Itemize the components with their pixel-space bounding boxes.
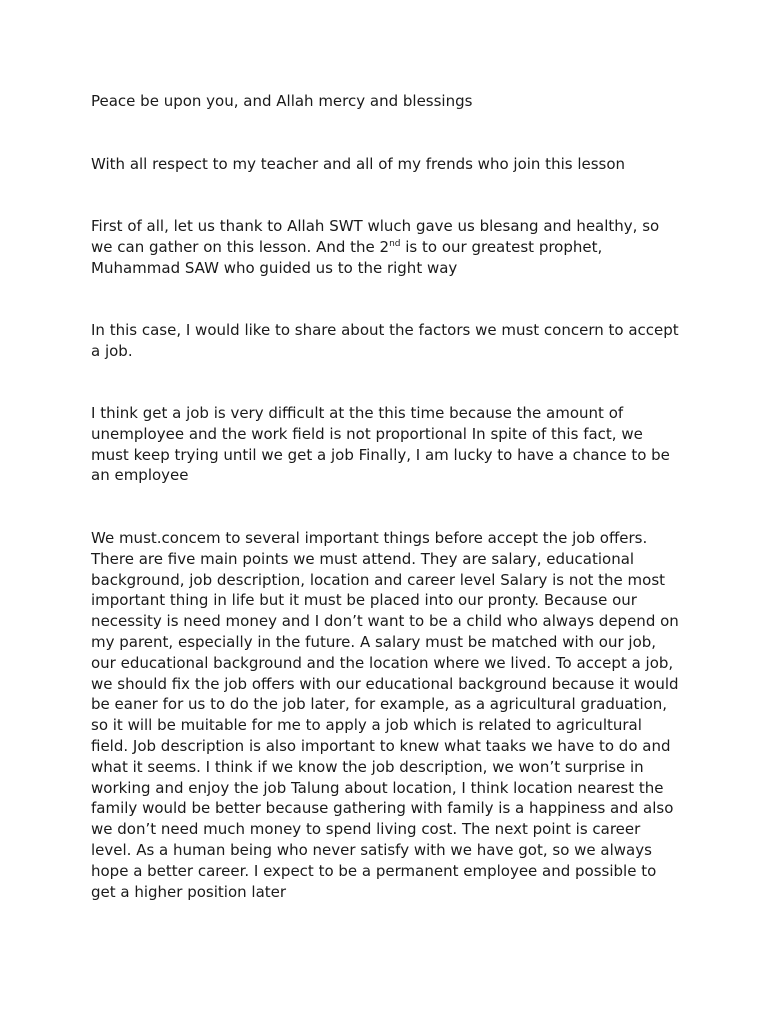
thanks-text-end: is to our greatest prophet, Muhammad SAW who guided us to the right way [91, 237, 603, 277]
body-paragraph: We must.concem to several important things before accept the job offers. There are five main points we must attend. They are salary, educational background, job description, location and career level Salary is not the most important thing in life but it must be placed into our pronty. Because our necessity is need money and I don’t want to be a child who always depend on my parent, especially in the future. A salary must be matched with our job, our educational background and the location where we lived. To accept a job, we should fix the job offers with our educational background because it would be eaner for us to do the job later, for example, as a agricultural graduation, so it will be muitable for me to apply a job which is related to agricultural field. Job description is also important to knew what taaks we have to do and what it seems. I think if we know the job description, we won’t surprise in working and enjoy the job Talung about location, I think location nearest the family would be better because gathering with family is a happiness and also we don’t need much money to spend living cost. The next point is career level. As a human being who never satisfy with we have got, so we always hope a better career. I expect to be a permanent employee and possible to get a higher position later [91, 529, 679, 901]
opinion-paragraph: I think get a job is very difficult at the this time because the amount of unemployee and the work field is not proportional In spite of this fact, we must keep trying until we get a job Finally, I am lucky to have a chance to be an employee [91, 404, 670, 485]
thanks-text-start: First of all, let us thank to Allah SWT wluch gave us blesang and healthy, so we can gather on this lesson. And the 2 [91, 217, 660, 256]
greeting-paragraph: Peace be upon you, and Allah mercy and blessings [91, 92, 473, 110]
thanks-paragraph [91, 216, 683, 278]
ordinal-superscript: nd [389, 238, 401, 249]
respect-paragraph: With all respect to my teacher and all of my frends who join this lesson [91, 155, 626, 173]
topic-paragraph: In this case, I would like to share about the factors we must concern to accept a job. [91, 321, 679, 360]
